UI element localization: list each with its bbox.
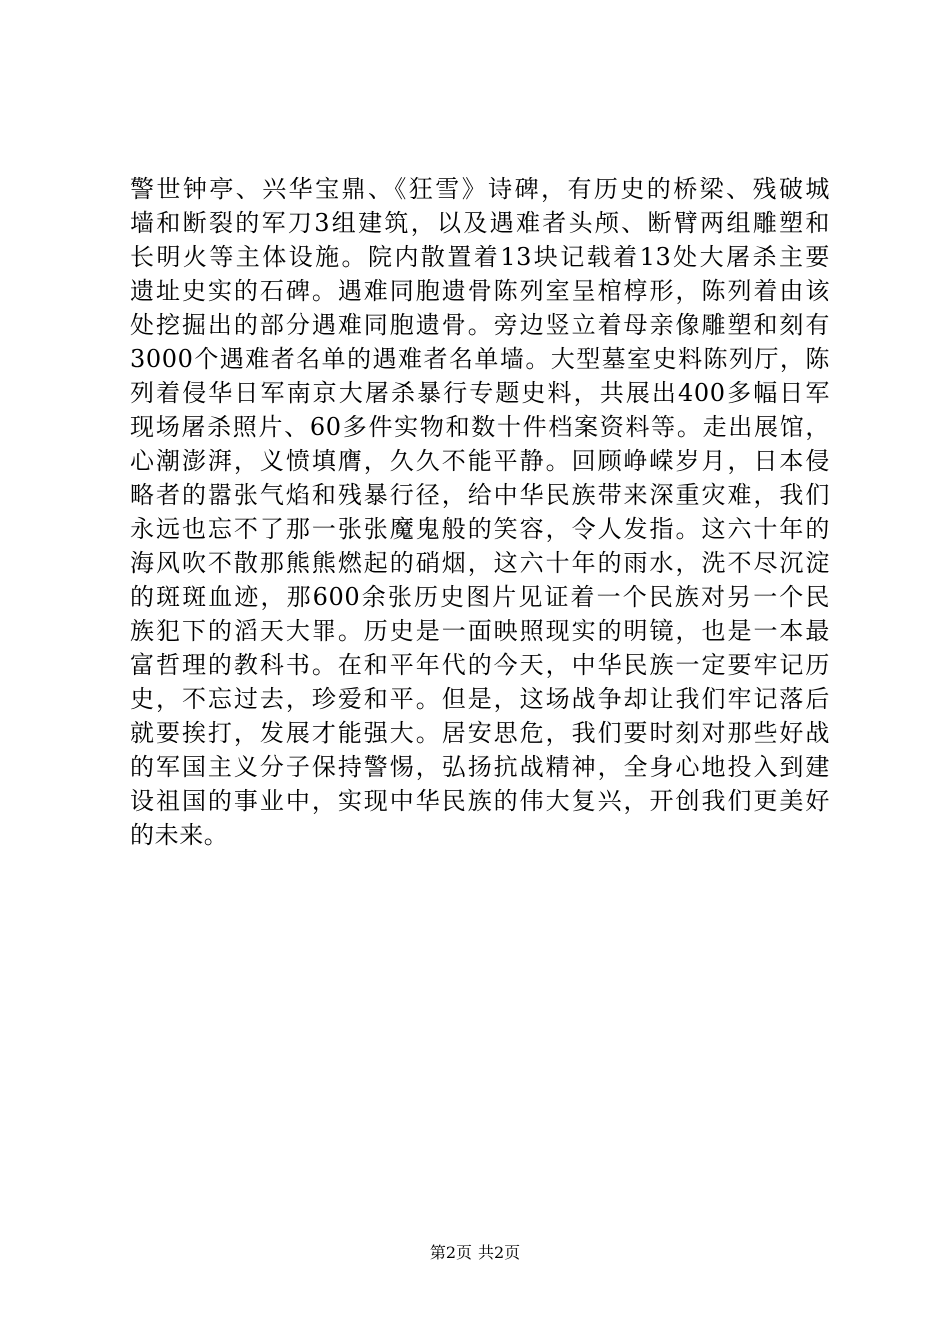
text-line: 的未来。 — [130, 821, 229, 849]
text-line: 列着侵华日军南京大屠杀暴行专题史料，共展出400多幅日军 — [130, 379, 830, 407]
text-line: 略者的嚣张气焰和残暴行径，给中华民族带来深重灾难，我们 — [130, 481, 830, 509]
text-line: 墙和断裂的军刀3组建筑，以及遇难者头颅、断臂两组雕塑和 — [130, 209, 830, 237]
page-footer — [0, 1243, 950, 1263]
text-line: 3000个遇难者名单的遇难者名单墙。大型墓室史料陈列厅，陈 — [130, 345, 830, 373]
text-line: 永远也忘不了那一张张魔鬼般的笑容，令人发指。这六十年的 — [130, 515, 830, 543]
text-line: 族犯下的滔天大罪。历史是一面映照现实的明镜，也是一本最 — [130, 617, 830, 645]
text-line: 设祖国的事业中，实现中华民族的伟大复兴，开创我们更美好 — [130, 787, 830, 815]
text-line: 处挖掘出的部分遇难同胞遗骨。旁边竖立着母亲像雕塑和刻有 — [130, 311, 830, 339]
body-paragraph — [130, 172, 830, 852]
page-total: 共2页 — [478, 1243, 521, 1262]
text-line: 心潮澎湃，义愤填膺，久久不能平静。回顾峥嵘岁月，日本侵 — [130, 447, 830, 475]
text-line: 史，不忘过去，珍爱和平。但是，这场战争却让我们牢记落后 — [130, 685, 830, 713]
text-line: 遗址史实的石碑。遇难同胞遗骨陈列室呈棺椁形，陈列着由该 — [130, 277, 830, 305]
text-line: 海风吹不散那熊熊燃起的硝烟，这六十年的雨水，洗不尽沉淀 — [130, 549, 830, 577]
text-line: 就要挨打，发展才能强大。居安思危，我们要时刻对那些好战 — [130, 719, 830, 747]
text-line: 的军国主义分子保持警惕，弘扬抗战精神，全身心地投入到建 — [130, 753, 830, 781]
page-number: 第2页 — [429, 1243, 472, 1262]
text-line: 富哲理的教科书。在和平年代的今天，中华民族一定要牢记历 — [130, 651, 830, 679]
text-line: 的斑斑血迹，那600余张历史图片见证着一个民族对另一个民 — [130, 583, 830, 611]
text-line: 现场屠杀照片、60多件实物和数十件档案资料等。走出展馆， — [130, 413, 830, 441]
text-line: 警世钟亭、兴华宝鼎、《狂雪》诗碑，有历史的桥梁、残破城 — [130, 175, 830, 203]
text-line: 长明火等主体设施。院内散置着13块记载着13处大屠杀主要 — [130, 243, 830, 271]
